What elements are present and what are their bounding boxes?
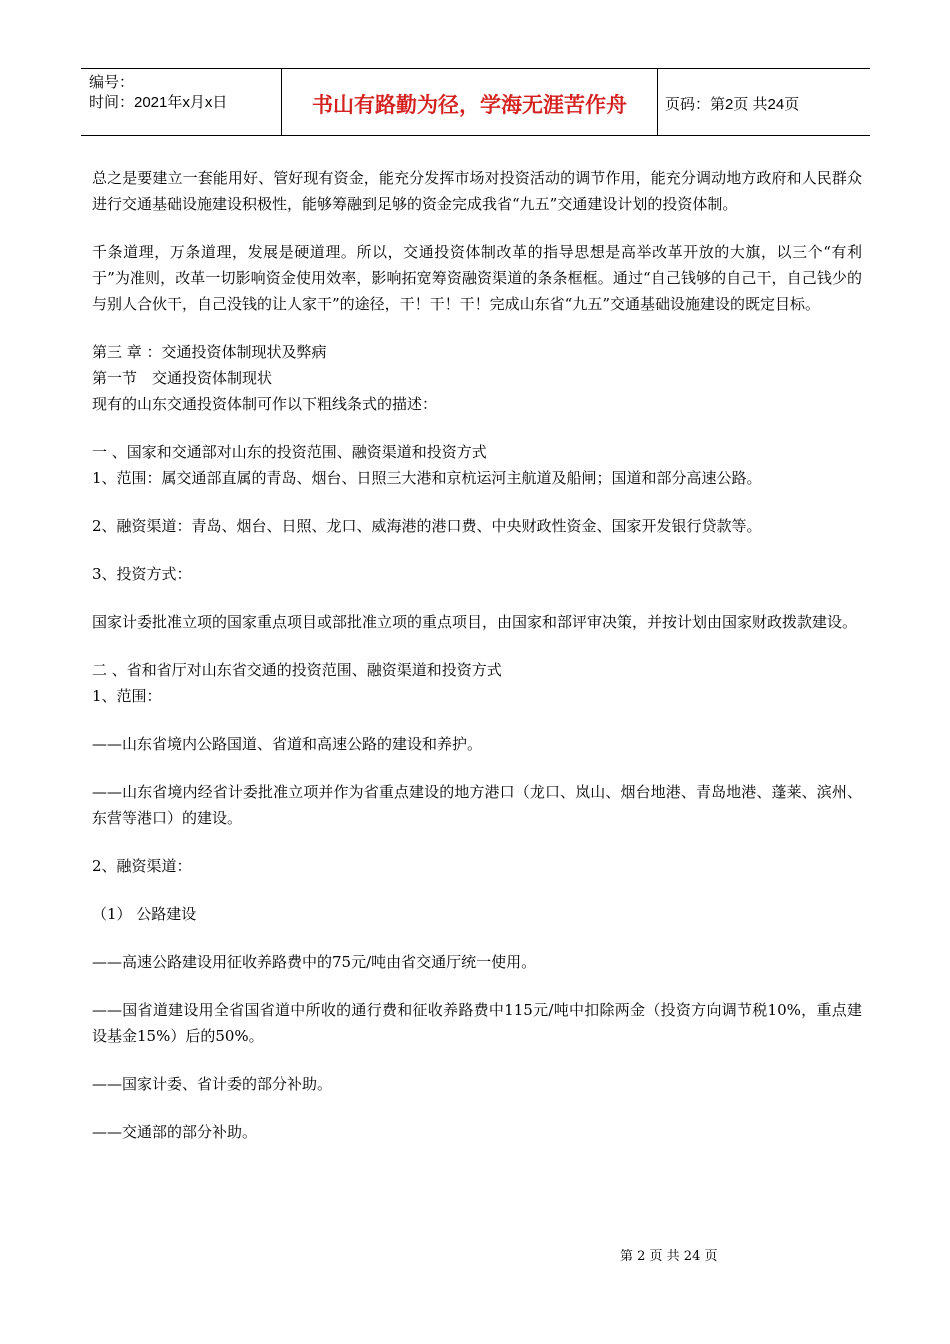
list-item: 1、范围：属交通部直属的青岛、烟台、日照三大港和京杭运河主航道及船闸；国道和部分高速公路。 <box>92 469 762 487</box>
header-page-info: 页码：第2页 共24页 <box>665 95 800 113</box>
chapter-heading: 第三 章 ：交通投资体制现状及弊病 <box>92 343 327 361</box>
list-item: ——高速公路建设用征收养路费中的75元/吨由省交通厅统一使用。 <box>92 953 537 971</box>
list-item: ——国家计委、省计委的部分补助。 <box>92 1075 333 1093</box>
subheading: 一 、国家和交通部对山东的投资范围、融资渠道和投资方式 <box>92 443 487 461</box>
list-item: ——国省道建设用全省国省道中所收的通行费和征收养路费中115元/吨中扣除两金（投资方向调节税10%，重点建设基金15%）后的50%。 <box>92 1001 862 1045</box>
list-item: ——交通部的部分补助。 <box>92 1123 258 1141</box>
document-header <box>81 68 870 136</box>
paragraph: 总之是要建立一套能用好、管好现有资金，能充分发挥市场对投资活动的调节作用，能充分调动地方政府和人民群众进行交通基础设施建设积极性，能够筹融到足够的资金完成我省“九五”交通建设计划的投资体制。 <box>92 169 862 213</box>
list-item: （1） 公路建设 <box>92 905 197 923</box>
header-meta-cell <box>81 69 282 135</box>
paragraph: 国家计委批准立项的国家重点项目或部批准立项的重点项目，由国家和部评审决策，并按计划由国家财政拨款建设。 <box>92 613 858 631</box>
number-label: 编号： <box>89 74 135 91</box>
paragraph: 千条道理，万条道理，发展是硬道理。所以，交通投资体制改革的指导思想是高举改革开放的大旗，以三个“有利于”为准则，改革一切影响资金使用效率，影响拓宽筹资融资渠道的条条框框。通过“自己钱够的自己干，自己钱少的与别人合伙干，自己没钱的让人家干”的途径，干！干！干！完成山东省“九五”交通基础设施建设的既定目标。 <box>92 243 862 313</box>
list-item: 1、范围： <box>92 687 162 705</box>
section-heading: 第一节 交通投资体制现状 <box>92 369 273 387</box>
page-footer: 第 2 页 共 24 页 <box>620 1249 718 1264</box>
header-motto: 书山有路勤为径，学海无涯苦作舟 <box>282 69 658 135</box>
paragraph: 现有的山东交通投资体制可作以下粗线条式的描述： <box>92 395 438 413</box>
document-body <box>92 165 862 1145</box>
list-item: 2、融资渠道：青岛、烟台、日照、龙口、威海港的港口费、中央财政性资金、国家开发银行贷款等。 <box>92 517 762 535</box>
list-item: ——山东省境内公路国道、省道和高速公路的建设和养护。 <box>92 735 483 753</box>
list-item: ——山东省境内经省计委批准立项并作为省重点建设的地方港口（龙口、岚山、烟台地港、青岛地港、蓬莱、滨州、东营等港口）的建设。 <box>92 783 862 827</box>
list-item: 3、投资方式： <box>92 565 192 583</box>
list-item: 2、融资渠道： <box>92 857 192 875</box>
subheading: 二 、省和省厅对山东省交通的投资范围、融资渠道和投资方式 <box>92 661 502 679</box>
date-label: 时间：2021年x月x日 <box>89 94 228 111</box>
